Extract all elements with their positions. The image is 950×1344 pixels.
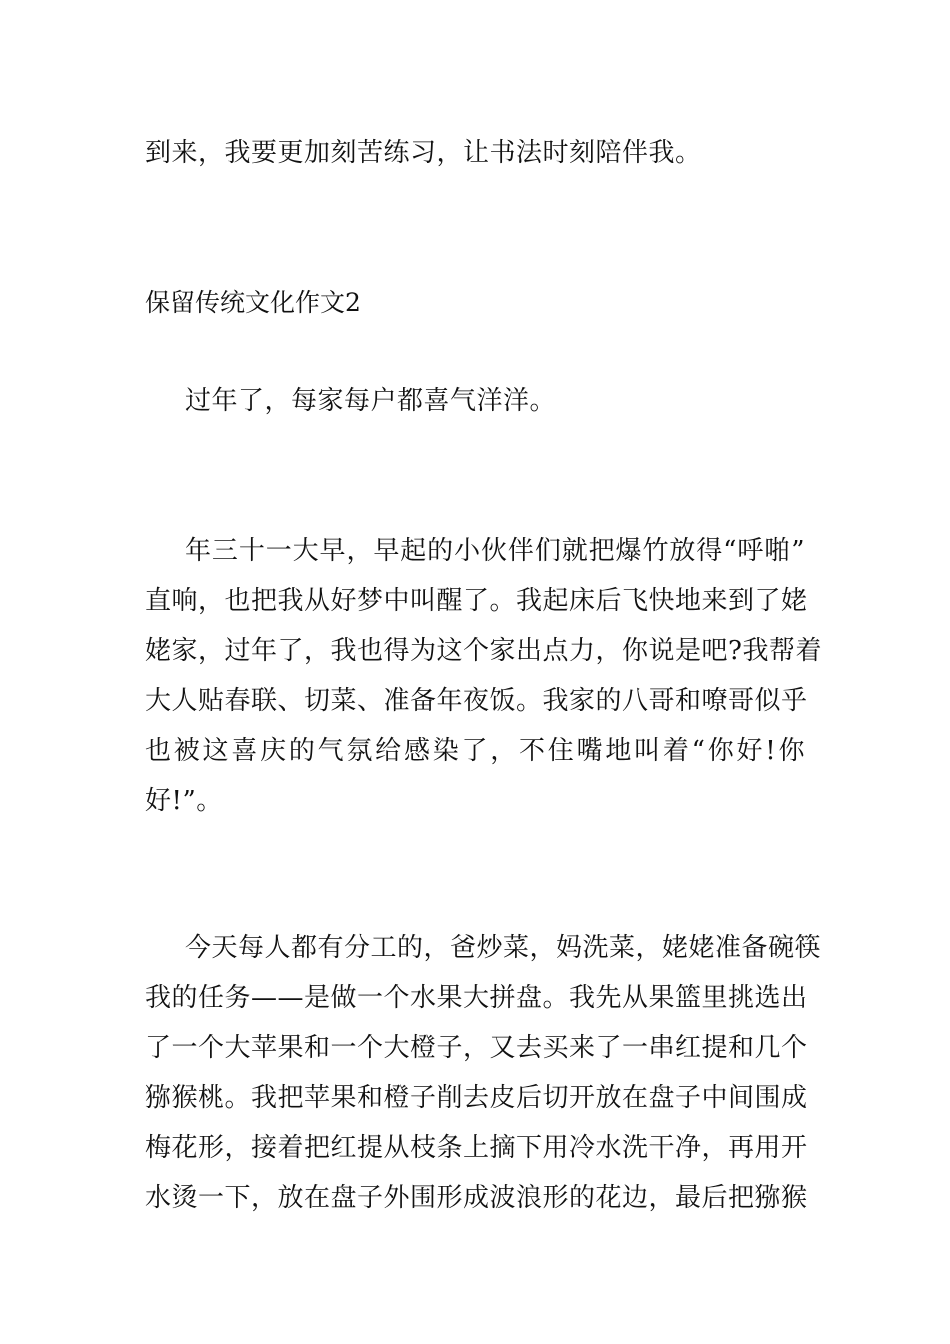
paragraph-2-line-5: 也被这喜庆的气氛给感染了，不住嘴地叫着“你好!你 xyxy=(145,736,805,766)
paragraph-1-line: 过年了，每家每户都喜气洋洋。 xyxy=(185,386,557,416)
paragraph-3-line-5: 梅花形，接着把红提从枝条上摘下用冷水洗干净，再用开 xyxy=(145,1133,808,1163)
paragraph-2-line-6: 好!”。 xyxy=(145,786,223,816)
paragraph-2-line-3: 姥家，过年了，我也得为这个家出点力，你说是吧?我帮着 xyxy=(145,636,822,666)
paragraph-2-line-2: 直响，也把我从好梦中叫醒了。我起床后飞快地来到了姥 xyxy=(145,586,808,616)
paragraph-2-line-1: 年三十一大早，早起的小伙伴们就把爆竹放得“呼啪” xyxy=(185,536,805,566)
paragraph-3-line-6: 水烫一下，放在盘子外围形成波浪形的花边，最后把猕猴 xyxy=(145,1183,808,1213)
paragraph-3-line-4: 猕猴桃。我把苹果和橙子削去皮后切开放在盘子中间围成 xyxy=(145,1083,808,1113)
paragraph-3-line-1: 今天每人都有分工的，爸炒菜，妈洗菜，姥姥准备碗筷 xyxy=(185,933,822,963)
paragraph-3-line-3: 了一个大苹果和一个大橙子，又去买来了一串红提和几个 xyxy=(145,1033,808,1063)
section-title: 保留传统文化作文2 xyxy=(145,288,361,317)
paragraph-2-line-4: 大人贴春联、切菜、准备年夜饭。我家的八哥和嘹哥似乎 xyxy=(145,686,808,716)
paragraph-3-line-2: 我的任务——是做一个水果大拼盘。我先从果篮里挑选出 xyxy=(145,983,808,1013)
paragraph-continuation-line: 到来，我要更加刻苦练习，让书法时刻陪伴我。 xyxy=(145,138,702,168)
